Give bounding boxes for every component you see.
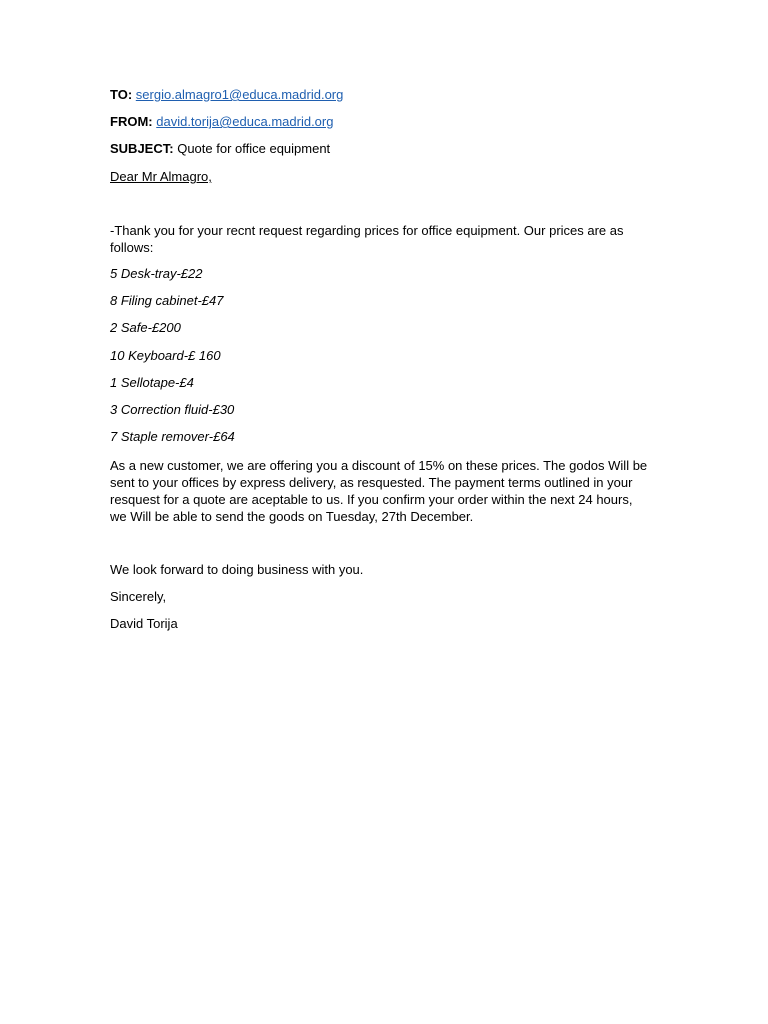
signoff-line: Sincerely, <box>110 589 167 604</box>
from-email-link[interactable]: david.torija@educa.madrid.org <box>156 114 334 129</box>
to-email-link[interactable]: sergio.almagro1@educa.madrid.org <box>135 87 344 102</box>
intro-paragraph: -Thank you for your recnt request regarding prices for office equipment. Our prices are as follows: <box>110 223 624 255</box>
list-item: 10 Keyboard-£ 160 <box>110 348 221 363</box>
closing-line: We look forward to doing business with you. <box>110 562 364 577</box>
greeting: Dear Mr Almagro, <box>110 169 212 184</box>
list-item: 2 Safe-£200 <box>110 320 181 335</box>
to-label: TO: <box>110 87 133 102</box>
list-item: 1 Sellotape-£4 <box>110 375 194 390</box>
subject-text: Quote for office equipment <box>177 141 331 156</box>
list-item: 8 Filing cabinet-£47 <box>110 293 224 308</box>
offer-paragraph: As a new customer, we are offering you a discount of 15% on these prices. The godos Will be sent to your offices by express delivery, as resquested. The payment terms outlined in your resquest for a quote are aceptable to us. If you confirm your order within the next 24 hours, we Will be able to send the goods on Tuesday, 27th December. <box>110 458 648 524</box>
to-line <box>110 87 343 103</box>
signature-line: David Torija <box>110 616 178 631</box>
list-item: 5 Desk-tray-£22 <box>110 266 203 281</box>
from-label: FROM: <box>110 114 153 129</box>
list-item: 7 Staple remover-£64 <box>110 429 235 444</box>
from-line <box>110 114 333 130</box>
list-item: 3 Correction fluid-£30 <box>110 402 235 417</box>
subject-label: SUBJECT: <box>110 141 174 156</box>
subject-line <box>110 141 330 157</box>
